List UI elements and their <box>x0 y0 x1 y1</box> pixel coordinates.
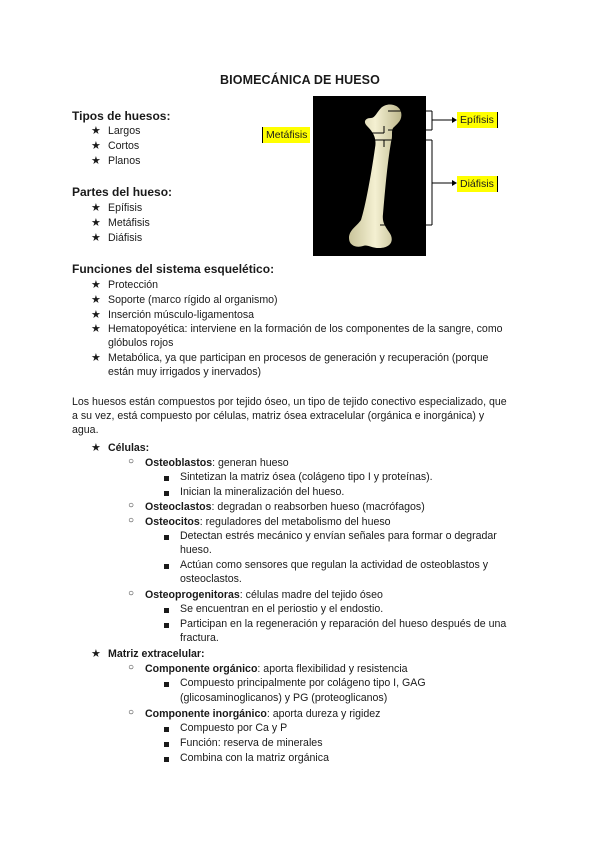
star-bullet-icon: ★ <box>91 352 101 364</box>
star-bullet-icon: ★ <box>91 648 101 660</box>
list-item: Compuesto por Ca y P <box>180 722 288 734</box>
osteoprogenitoras-item <box>145 588 383 603</box>
star-bullet-icon: ★ <box>91 202 101 214</box>
circle-bullet-icon: ○ <box>128 456 135 467</box>
celulas-heading: Células: <box>108 442 150 454</box>
intro-line: Los huesos están compuestos por tejido óseo, un tipo de tejido conectivo especializado, que <box>72 396 507 408</box>
list-item: Función: reserva de minerales <box>180 737 323 749</box>
list-item: Metáfisis <box>108 217 150 229</box>
list-item: Compuesto principalmente por colágeno tipo I, GAG <box>180 677 426 689</box>
list-item: Hematopoyética: interviene en la formación de los componentes de la sangre, como <box>108 323 503 335</box>
square-bullet-icon <box>164 564 169 569</box>
circle-bullet-icon: ○ <box>128 500 135 511</box>
circle-bullet-icon: ○ <box>128 515 135 526</box>
list-item: Inician la mineralización del hueso. <box>180 486 345 498</box>
square-bullet-icon <box>164 491 169 496</box>
list-item-continued: glóbulos rojos <box>108 337 174 349</box>
term-desc: : generan hueso <box>212 457 289 469</box>
list-item: Participan en la regeneración y reparación del hueso después de una <box>180 618 507 630</box>
square-bullet-icon <box>164 623 169 628</box>
star-bullet-icon: ★ <box>91 279 101 291</box>
list-item: Sintetizan la matriz ósea (colágeno tipo I y proteínas). <box>180 471 433 483</box>
list-item-continued: osteoclastos. <box>180 573 242 585</box>
partes-heading: Partes del hueso: <box>72 185 173 199</box>
list-item: Metabólica, ya que participan en procesos de generación y recuperación (porque <box>108 352 489 364</box>
figure-leader-lines <box>0 0 600 300</box>
list-item: Largos <box>108 125 141 137</box>
term-desc: : degradan o reabsorben hueso (macrófagos) <box>211 501 425 513</box>
term: Osteocitos <box>145 516 200 528</box>
circle-bullet-icon: ○ <box>128 662 135 673</box>
list-item-continued: hueso. <box>180 544 212 556</box>
term-desc: : reguladores del metabolismo del hueso <box>199 516 391 528</box>
square-bullet-icon <box>164 535 169 540</box>
term: Osteoclastos <box>145 501 212 513</box>
funciones-heading: Funciones del sistema esquelético: <box>72 262 275 276</box>
term: Componente inorgánico <box>145 708 267 720</box>
label-metafisis: Metáfisis <box>262 127 310 143</box>
star-bullet-icon: ★ <box>91 140 101 152</box>
tipos-heading: Tipos de huesos: <box>72 109 171 123</box>
list-item: Epífisis <box>108 202 143 214</box>
label-epifisis: Epífisis <box>457 112 498 128</box>
square-bullet-icon <box>164 608 169 613</box>
organico-item <box>145 662 408 677</box>
circle-bullet-icon: ○ <box>128 707 135 718</box>
circle-bullet-icon: ○ <box>128 588 135 599</box>
star-bullet-icon: ★ <box>91 232 101 244</box>
label-diafisis: Diáfisis <box>457 176 498 192</box>
list-item: Se encuentran en el periostio y el endostio. <box>180 603 384 615</box>
list-item: Soporte (marco rígido al organismo) <box>108 294 278 306</box>
list-item: Planos <box>108 155 141 167</box>
matriz-heading: Matriz extracelular: <box>108 648 205 660</box>
term: Osteoblastos <box>145 457 213 469</box>
osteoblastos-item <box>145 456 289 471</box>
star-bullet-icon: ★ <box>91 155 101 167</box>
list-item-continued: están muy irrigados y inervados) <box>108 366 262 378</box>
star-bullet-icon: ★ <box>91 323 101 335</box>
list-item: Actúan como sensores que regulan la actividad de osteoblastos y <box>180 559 488 571</box>
square-bullet-icon <box>164 727 169 732</box>
star-bullet-icon: ★ <box>91 294 101 306</box>
osteocitos-item <box>145 515 391 530</box>
list-item-continued: (glicosaminoglicanos) y PG (proteoglicanos) <box>180 692 388 704</box>
square-bullet-icon <box>164 757 169 762</box>
list-item: Combina con la matriz orgánica <box>180 752 329 764</box>
star-bullet-icon: ★ <box>91 309 101 321</box>
list-item: Diáfisis <box>108 232 143 244</box>
list-item: Inserción músculo-ligamentosa <box>108 309 255 321</box>
term-desc: : aporta dureza y rigidez <box>266 708 381 720</box>
list-item-continued: fractura. <box>180 632 219 644</box>
osteoclastos-item <box>145 500 425 515</box>
inorganico-item <box>145 707 380 722</box>
intro-line: agua. <box>72 424 99 436</box>
term-desc: : aporta flexibilidad y resistencia <box>257 663 408 675</box>
page-title: BIOMECÁNICA DE HUESO <box>220 73 380 87</box>
intro-line: a su vez, está compuesto por células, matriz ósea extracelular (orgánica e inorgánica) y <box>72 410 485 422</box>
list-item: Detectan estrés mecánico y envían señales para formar o degradar <box>180 530 497 542</box>
star-bullet-icon: ★ <box>91 217 101 229</box>
square-bullet-icon <box>164 742 169 747</box>
term-desc: : células madre del tejido óseo <box>239 589 383 601</box>
star-bullet-icon: ★ <box>91 442 101 454</box>
square-bullet-icon <box>164 682 169 687</box>
star-bullet-icon: ★ <box>91 125 101 137</box>
term: Componente orgánico <box>145 663 258 675</box>
term: Osteoprogenitoras <box>145 589 240 601</box>
square-bullet-icon <box>164 476 169 481</box>
list-item: Cortos <box>108 140 140 152</box>
list-item: Protección <box>108 279 159 291</box>
